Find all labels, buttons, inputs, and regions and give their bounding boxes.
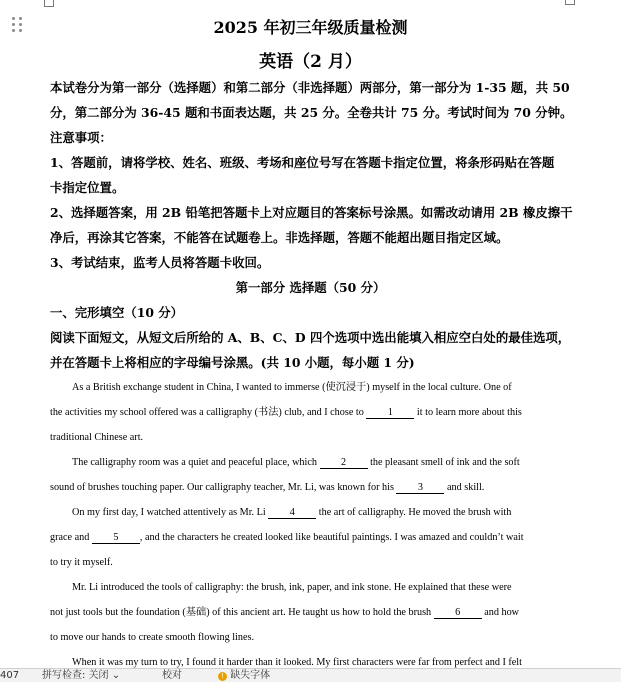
page-corner-mark <box>44 0 54 7</box>
blank-1: 1 <box>366 407 414 419</box>
spellcheck-toggle[interactable] <box>42 670 120 682</box>
part-title: 第一部分 选择题（50 分） <box>235 280 386 295</box>
passage-text: the pleasant smell of ink and the soft <box>370 457 520 468</box>
passage-text: sound of brushes touching paper. Our calligraphy teacher, Mr. Li, was known for his <box>50 482 394 493</box>
page-corner-mark <box>565 0 575 5</box>
passage-line: Mr. Li introduced the tools of calligraphy: the brush, ink, paper, and ink stone. He explained that these were <box>72 582 512 593</box>
notice-line: 3、考试结束，监考人员将答题卡收回。 <box>50 255 270 270</box>
proofread-button[interactable]: 校对 <box>162 670 182 681</box>
passage-text: not just tools but the foundation (基础) of this ancient art. He taught us how to hold the brush <box>50 607 432 618</box>
passage-text: The calligraphy room was a quiet and peaceful place, which <box>72 457 317 468</box>
passage-line <box>50 482 484 494</box>
passage-text: it to learn more about this <box>416 407 522 418</box>
passage-text: and how <box>484 607 520 618</box>
exam-title: 2025 年初三年级质量检测 <box>213 18 408 37</box>
spellcheck-label: 拼写检查: 关闭 <box>42 670 109 681</box>
intro-line: 本试卷分为第一部分（选择题）和第二部分（非选择题）两部分，第一部分为 1-35 题，共 50 <box>50 80 570 95</box>
passage-line: to try it myself. <box>50 557 113 568</box>
passage-text: grace and <box>50 532 90 543</box>
exam-subtitle: 英语（2 月） <box>259 52 362 72</box>
passage-line <box>50 407 522 419</box>
blank-3: 3 <box>396 482 444 494</box>
warning-icon: ! <box>218 672 227 681</box>
passage-line <box>50 532 524 544</box>
passage-line: to move our hands to create smooth flowing lines. <box>50 632 254 643</box>
passage-line <box>50 607 519 619</box>
passage-text: On my first day, I watched attentively as Mr. Li <box>72 507 266 518</box>
passage-line: As a British exchange student in China, I wanted to immerse (使沉浸于) myself in the local culture. One of <box>72 382 512 393</box>
passage-line <box>72 507 511 519</box>
missing-font-button[interactable] <box>218 670 270 682</box>
passage-text: the art of calligraphy. He moved the brush with <box>318 507 512 518</box>
intro-line: 分，第二部分为 36-45 题和书面表达题，共 25 分。全卷共计 75 分。考试时间为 70 分钟。 <box>50 105 573 120</box>
status-bar <box>0 668 621 682</box>
blank-6: 6 <box>434 607 482 619</box>
notice-heading: 注意事项： <box>50 130 112 145</box>
notice-line: 1、答题前，请将学校、姓名、班级、考场和座位号写在答题卡指定位置，将条形码贴在答题 <box>50 155 555 170</box>
blank-4: 4 <box>268 507 316 519</box>
blank-2: 2 <box>320 457 368 469</box>
missing-font-label: 缺失字体 <box>230 670 271 681</box>
passage-line: traditional Chinese art. <box>50 432 144 443</box>
passage-line <box>72 457 520 469</box>
instruction-line: 阅读下面短文，从短文后所给的 A、B、C、D 四个选项中选出能填入相应空白处的最佳选项， <box>50 330 571 345</box>
instruction-line: 并在答题卡上将相应的字母编号涂黑。(共 10 小题，每小题 1 分) <box>50 355 415 370</box>
passage-line: When it was my turn to try, I found it harder than it looked. My first characters were far from perfect and I felt <box>72 657 522 668</box>
notice-line: 净后，再涂其它答案，不能答在试题卷上。非选择题，答题不能超出题目指定区域。 <box>50 230 509 245</box>
notice-line: 卡指定位置。 <box>50 180 125 195</box>
word-count[interactable]: 407 <box>0 670 20 681</box>
section-title: 一、完形填空（10 分） <box>50 305 184 320</box>
passage-text: the activities my school offered was a calligraphy (书法) club, and I chose to <box>50 407 364 418</box>
passage-text: and skill. <box>447 482 485 493</box>
notice-line: 2、选择题答案，用 2B 铅笔把答题卡上对应题目的答案标号涂黑。如需改动请用 2B 橡皮擦干 <box>50 205 573 220</box>
blank-5: 5 <box>92 532 140 544</box>
passage-text: , and the characters he created looked like beautiful paintings. I was amazed and couldn’t wait <box>139 532 524 543</box>
chevron-down-icon: ⌄ <box>111 670 121 681</box>
